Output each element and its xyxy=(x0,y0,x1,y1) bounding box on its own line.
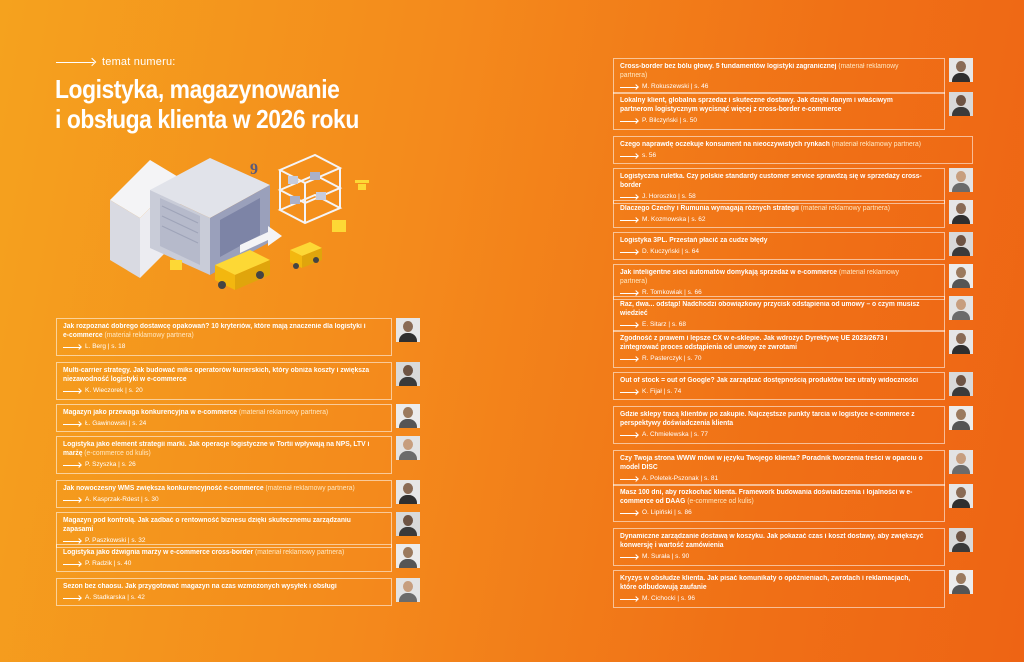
toc-entry-box xyxy=(613,296,945,332)
toc-entry-title-text: Sezon bez chaosu. Jak przygotować magazyn na czas wzmożonych wysyłek i obsługi xyxy=(63,583,337,590)
avatar-head-shape xyxy=(956,375,966,386)
toc-entry-author-text: L. Berg | s. 18 xyxy=(85,343,126,350)
toc-entry[interactable] xyxy=(613,264,973,300)
avatar-head-shape xyxy=(403,365,413,376)
toc-entry[interactable] xyxy=(56,404,420,432)
author-avatar xyxy=(949,372,973,396)
toc-entry-title xyxy=(63,548,372,557)
arrow-right-icon xyxy=(63,391,81,392)
avatar-head-shape xyxy=(403,515,413,526)
toc-entry-box xyxy=(56,318,392,356)
arrow-right-icon xyxy=(63,465,81,466)
toc-entry[interactable] xyxy=(613,168,973,204)
toc-entry-author-text: A. Kasprzak-Rdest | s. 30 xyxy=(85,496,159,503)
toc-entry-box xyxy=(56,404,392,432)
toc-entry-box xyxy=(613,372,945,400)
toc-entry-box xyxy=(56,480,392,508)
toc-entry-title-text: Jak inteligentne sieci automatów domykają sprzedaż w e-commerce xyxy=(620,269,837,276)
avatar-body-shape xyxy=(952,499,970,508)
toc-entry-title-text: Logistyka jako element strategii marki. Jak operacje logistyczne w Tortii wpływają na NPS, LTV i marżę xyxy=(63,441,370,457)
toc-entry-title-text: Logistyka 3PL. Przestań płacić za cudze błędy xyxy=(620,237,768,244)
toc-entry-title-text: Raz, dwa... odstąp! Nadchodzi obowiązkowy przycisk odstąpienia od umowy – o czym musisz wiedzieć xyxy=(620,301,920,317)
avatar-body-shape xyxy=(952,73,970,82)
author-avatar xyxy=(949,484,973,508)
toc-entry-box xyxy=(613,330,945,368)
toc-entry-author xyxy=(63,343,385,351)
toc-entry-author-text: R. Tomkowiak | s. 66 xyxy=(642,289,702,296)
page-title-line-1: Logistyka, magazynowanie xyxy=(55,74,340,104)
author-avatar xyxy=(396,318,420,342)
toc-entry-title-text: Multi-carrier strategy. Jak budować miks operatorów kurierskich, który obniża koszty i zwiększa niezawodność logistyki w e-commerce xyxy=(63,367,370,383)
toc-entry[interactable] xyxy=(56,480,420,508)
avatar-head-shape xyxy=(403,321,413,332)
toc-entry-box xyxy=(56,436,392,474)
toc-entry-tag: (materiał reklamowy partnera) xyxy=(831,141,922,148)
toc-entry-box xyxy=(613,450,945,486)
avatar-body-shape xyxy=(952,543,970,552)
toc-entry-box xyxy=(56,578,392,606)
toc-entry-box xyxy=(56,544,392,572)
toc-entry-title xyxy=(620,454,925,472)
toc-entry[interactable] xyxy=(613,372,973,400)
arrow-right-icon xyxy=(63,424,81,425)
toc-entry-title-text: Zgodność z prawem i lepsze CX w e-sklepie. Jak wdrożyć Dyrektywę UE 2023/2673 i zintegrować proces odstąpienia od umowy ze zwrotami xyxy=(620,335,888,351)
avatar-head-shape xyxy=(403,483,413,494)
page-title xyxy=(55,74,359,134)
toc-entry-author xyxy=(620,216,938,224)
arrow-right-icon xyxy=(63,500,81,501)
avatar-head-shape xyxy=(956,61,966,72)
arrow-right-icon xyxy=(620,156,638,157)
author-avatar xyxy=(949,200,973,224)
avatar-body-shape xyxy=(399,527,417,536)
avatar-body-shape xyxy=(399,593,417,602)
toc-entry-title xyxy=(620,204,925,213)
author-avatar xyxy=(396,362,420,386)
toc-entry-title xyxy=(63,408,372,417)
toc-entry[interactable] xyxy=(613,296,973,332)
toc-entry-box xyxy=(613,58,945,94)
arrow-right-icon xyxy=(63,347,81,348)
toc-entry-author-text: A. Stadkarska | s. 42 xyxy=(85,594,145,601)
toc-entry-author-text: P. Paszkowski | s. 32 xyxy=(85,537,146,544)
toc-entry-tag: (materiał reklamowy partnera) xyxy=(238,409,329,416)
avatar-head-shape xyxy=(403,547,413,558)
author-avatar xyxy=(949,296,973,320)
avatar-body-shape xyxy=(399,419,417,428)
toc-entry-title-text: Logistyczna ruletka. Czy polskie standardy customer service sprawdzą się w sprzedaży cross-border xyxy=(620,173,922,189)
toc-entry-title xyxy=(63,582,372,591)
toc-entry-title xyxy=(63,366,372,384)
author-avatar xyxy=(949,528,973,552)
toc-entry-author-text: D. Kuczyński | s. 64 xyxy=(642,248,699,255)
author-avatar xyxy=(949,58,973,82)
toc-entry-box xyxy=(613,484,945,522)
arrow-right-icon xyxy=(620,513,638,514)
toc-entry[interactable] xyxy=(613,570,973,608)
toc-entry-title-text: Magazyn jako przewaga konkurencyjna w e-commerce xyxy=(63,409,238,416)
toc-entry[interactable] xyxy=(613,200,973,228)
avatar-body-shape xyxy=(399,495,417,504)
arrow-right-icon xyxy=(620,325,638,326)
toc-entry-title xyxy=(63,440,372,458)
author-avatar xyxy=(949,92,973,116)
toc-entry-box xyxy=(613,570,945,608)
avatar-head-shape xyxy=(956,203,966,214)
toc-entry[interactable] xyxy=(613,406,973,444)
toc-entry-author-text: K. Wieczorek | s. 20 xyxy=(85,387,143,394)
toc-entry-title xyxy=(63,322,372,340)
toc-entry-author-text: A. Poletek-Pszonak | s. 81 xyxy=(642,475,719,482)
avatar-body-shape xyxy=(952,311,970,320)
author-avatar xyxy=(396,512,420,536)
toc-entry-tag: (materiał reklamowy partnera) xyxy=(800,205,891,212)
toc-entry-title-text: Czego naprawdę oczekuje konsument na nieoczywistych rynkach xyxy=(620,141,830,148)
avatar-body-shape xyxy=(399,451,417,460)
toc-entry[interactable] xyxy=(613,58,973,94)
toc-entry-author xyxy=(63,560,385,568)
toc-entry-author-text: O. Lipiński | s. 86 xyxy=(642,509,692,516)
toc-entry-author-text: R. Pasterczyk | s. 70 xyxy=(642,355,702,362)
toc-entry-title xyxy=(620,172,925,190)
author-avatar xyxy=(949,570,973,594)
toc-entry-box xyxy=(613,200,945,228)
toc-entry[interactable] xyxy=(613,232,973,260)
arrow-right-icon xyxy=(620,220,638,221)
toc-entry-tag: (materiał reklamowy partnera) xyxy=(254,549,345,556)
toc-entry-title-text: Masz 100 dni, aby rozkochać klienta. Framework budowania doświadczenia i lojalności w e-commerce od DAAG xyxy=(620,489,913,505)
toc-entry-box xyxy=(613,168,945,204)
author-avatar xyxy=(396,544,420,568)
toc-entry[interactable] xyxy=(613,450,973,486)
toc-entry[interactable] xyxy=(56,512,420,548)
svg-text:9: 9 xyxy=(250,161,258,178)
avatar-body-shape xyxy=(399,559,417,568)
toc-entry-author xyxy=(620,152,966,160)
toc-entry-title xyxy=(620,532,925,550)
toc-entry[interactable] xyxy=(613,484,973,522)
avatar-head-shape xyxy=(956,453,966,464)
toc-entry-title xyxy=(620,236,925,245)
toc-entry-author xyxy=(620,321,938,329)
kicker xyxy=(56,56,176,68)
toc-entry-author-text: s. 56 xyxy=(642,152,657,159)
arrow-right-icon xyxy=(620,121,638,122)
toc-entry-title xyxy=(620,268,925,286)
avatar-head-shape xyxy=(403,581,413,592)
drone-icon xyxy=(355,180,369,190)
toc-entry-author-text: J. Horoszko | s. 58 xyxy=(642,193,696,200)
avatar-head-shape xyxy=(956,333,966,344)
toc-entry-title-text: Jak rozpoznać dobrego dostawcę opakowań? 10 kryteriów, które mają znaczenie dla logistyki i e-commerce xyxy=(63,323,366,339)
shelves-icon xyxy=(280,155,340,223)
arrow-right-icon xyxy=(620,557,638,558)
toc-entry-author-text: P. Szyszka | s. 26 xyxy=(85,461,136,468)
arrow-right-icon xyxy=(620,435,638,436)
arrow-right-icon xyxy=(620,479,638,480)
avatar-head-shape xyxy=(403,439,413,450)
toc-entry-box xyxy=(613,264,945,300)
toc-entry-title-text: Out of stock = out of Google? Jak zarządzać dostępnością produktów bez utraty widoczności xyxy=(620,377,919,384)
toc-entry-title-text: Dlaczego Czechy i Rumunia wymagają różnych strategii xyxy=(620,205,799,212)
toc-entry-title xyxy=(620,376,925,385)
toc-entry-tag: (materiał reklamowy partnera) xyxy=(620,269,899,285)
toc-entry-title xyxy=(620,96,925,114)
arrow-right-icon xyxy=(63,564,81,565)
toc-entry-title-text: Dynamiczne zarządzanie dostawą w koszyku. Jak pokazać czas i koszt dostawy, aby zwiększyć konwersję i wartość zamówienia xyxy=(620,533,924,549)
avatar-head-shape xyxy=(956,531,966,542)
toc-entry-author-text: M. Rokuszewski | s. 46 xyxy=(642,83,709,90)
toc-entry[interactable] xyxy=(613,136,973,164)
arrow-right-icon xyxy=(620,252,638,253)
arrow-right-icon xyxy=(63,598,81,599)
author-avatar xyxy=(949,450,973,474)
toc-entry-title xyxy=(63,516,372,534)
toc-entry-title-text: Gdzie sklepy tracą klientów po zakupie. Najczęstsze punkty tarcia w logistyce e-commerce z perspektywy doświadczenia klienta xyxy=(620,411,915,427)
toc-entry-box xyxy=(56,362,392,400)
author-avatar xyxy=(396,480,420,504)
arrow-right-icon xyxy=(56,62,94,63)
avatar-head-shape xyxy=(956,573,966,584)
toc-entry-author-text: E. Sitarz | s. 68 xyxy=(642,321,686,328)
toc-entry-author xyxy=(620,248,938,256)
arrow-right-icon xyxy=(620,392,638,393)
toc-entry[interactable] xyxy=(613,528,973,566)
toc-entry-author xyxy=(620,475,938,483)
toc-entry-author-text: P. Radzik | s. 40 xyxy=(85,560,132,567)
toc-entry-box xyxy=(613,406,945,444)
author-avatar xyxy=(949,330,973,354)
toc-entry-title-text: Cross-border bez bólu głowy. 5 fundamentów logistyki zagranicznej xyxy=(620,63,837,70)
avatar-body-shape xyxy=(952,215,970,224)
avatar-body-shape xyxy=(952,279,970,288)
author-avatar xyxy=(396,436,420,460)
toc-entry-author-text: K. Fijał | s. 74 xyxy=(642,388,682,395)
toc-entry-author xyxy=(620,117,938,125)
toc-entry-author-text: A. Chmielewska | s. 77 xyxy=(642,431,708,438)
author-avatar xyxy=(396,404,420,428)
toc-entry-box xyxy=(56,512,392,548)
avatar-body-shape xyxy=(952,421,970,430)
box-icon xyxy=(332,220,346,232)
avatar-head-shape xyxy=(403,407,413,418)
avatar-head-shape xyxy=(956,267,966,278)
toc-entry-title-text: Logistyka jako dźwignia marży w e-commerce cross-border xyxy=(63,549,254,556)
toc-entry-tag: (e-commerce od kulis) xyxy=(687,498,754,505)
avatar-body-shape xyxy=(952,387,970,396)
avatar-body-shape xyxy=(952,247,970,256)
toc-entry-title xyxy=(620,488,925,506)
avatar-body-shape xyxy=(399,333,417,342)
toc-entry-author-text: P. Bilczyński | s. 50 xyxy=(642,117,698,124)
avatar-body-shape xyxy=(399,377,417,386)
toc-entry-title-text: Jak nowoczesny WMS zwiększa konkurencyjność e-commerce xyxy=(63,485,264,492)
toc-entry-author-text: Ł. Gawinowski | s. 24 xyxy=(85,420,147,427)
toc-entry-box xyxy=(613,528,945,566)
toc-entry-title xyxy=(620,62,925,80)
avatar-head-shape xyxy=(956,95,966,106)
toc-entry-tag: (materiał reklamowy partnera) xyxy=(620,63,899,79)
toc-entry[interactable] xyxy=(56,362,420,400)
toc-entry-author xyxy=(620,431,938,439)
author-avatar xyxy=(396,578,420,602)
toc-entry-title xyxy=(620,300,925,318)
toc-entry-title-text: Czy Twoja strona WWW mówi w języku Twojego klienta? Poradnik tworzenia treści w oparciu o model DISC xyxy=(620,455,923,471)
toc-entry[interactable] xyxy=(613,330,973,368)
toc-entry-title xyxy=(620,574,925,592)
toc-entry[interactable] xyxy=(56,578,420,606)
toc-entry-author xyxy=(620,355,938,363)
avatar-body-shape xyxy=(952,585,970,594)
toc-entry-tag: (e-commerce od kulis) xyxy=(84,450,151,457)
toc-entry-author xyxy=(63,461,385,469)
arrow-right-icon xyxy=(620,599,638,600)
toc-entry-tag: (materiał reklamowy partnera) xyxy=(265,485,355,492)
avatar-head-shape xyxy=(956,299,966,310)
toc-entry-author xyxy=(620,83,938,91)
toc-entry-author-text: M. Kozmowska | s. 62 xyxy=(642,216,706,223)
toc-entry-author xyxy=(63,420,385,428)
toc-entry-box xyxy=(613,92,945,130)
arrow-right-icon xyxy=(620,293,638,294)
toc-entry-box xyxy=(613,232,945,260)
toc-entry-author xyxy=(63,594,385,602)
toc-entry-title xyxy=(620,410,925,428)
toc-entry-author xyxy=(620,595,938,603)
arrow-right-icon xyxy=(63,541,81,542)
avatar-head-shape xyxy=(956,235,966,246)
toc-entry-title xyxy=(620,140,952,149)
avatar-body-shape xyxy=(952,465,970,474)
toc-entry-title xyxy=(620,334,925,352)
toc-entry[interactable] xyxy=(613,92,973,130)
toc-entry-author xyxy=(63,387,385,395)
warehouse-illustration xyxy=(100,150,400,305)
author-avatar xyxy=(949,264,973,288)
toc-entry-author xyxy=(620,388,938,396)
avatar-body-shape xyxy=(952,107,970,116)
toc-entry-author-text: M. Cichocki | s. 96 xyxy=(642,595,695,602)
forklift-icon xyxy=(290,242,322,269)
toc-entry-author xyxy=(620,553,938,561)
toc-entry-title-text: Kryzys w obsłudze klienta. Jak pisać komunikaty o opóźnieniach, zwrotach i reklamacjach, które odbudowują zaufanie xyxy=(620,575,911,591)
avatar-body-shape xyxy=(952,183,970,192)
arrow-right-icon xyxy=(620,359,638,360)
toc-entry-title-text: Magazyn pod kontrolą. Jak zadbać o rentowność biznesu dzięki skutecznemu zarządzaniu zapasami xyxy=(63,517,351,533)
avatar-head-shape xyxy=(956,409,966,420)
toc-entry[interactable] xyxy=(56,318,420,356)
toc-entry[interactable] xyxy=(56,436,420,474)
toc-entry-author-text: M. Surała | s. 90 xyxy=(642,553,690,560)
author-avatar xyxy=(949,406,973,430)
avatar-body-shape xyxy=(952,345,970,354)
author-avatar xyxy=(949,168,973,192)
toc-entry-tag: (materiał reklamowy partnera) xyxy=(104,332,194,339)
toc-entry-title-text: Lokalny klient, globalna sprzedaż i skuteczne dostawy. Jak dzięki danym i właściwym partnerom logistycznym wycisnąć więcej z cross-border e-commerce xyxy=(620,97,893,113)
toc-entry-author xyxy=(63,496,385,504)
arrow-right-icon xyxy=(620,197,638,198)
toc-entry-author xyxy=(620,509,938,517)
toc-entry-title xyxy=(63,484,372,493)
toc-entry-box xyxy=(613,136,973,164)
toc-entry[interactable] xyxy=(56,544,420,572)
author-avatar xyxy=(949,232,973,256)
avatar-head-shape xyxy=(956,487,966,498)
arrow-right-icon xyxy=(620,87,638,88)
kicker-text: temat numeru: xyxy=(102,56,176,68)
avatar-head-shape xyxy=(956,171,966,182)
page-title-line-2: i obsługa klienta w 2026 roku xyxy=(55,104,359,134)
